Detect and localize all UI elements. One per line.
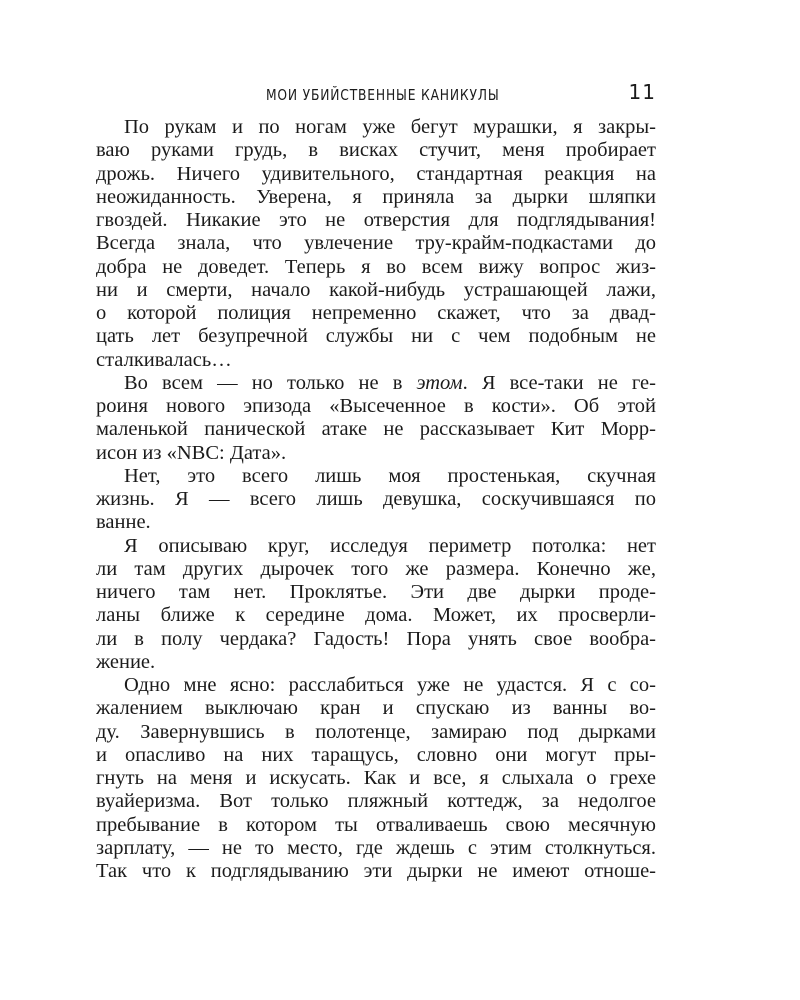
text-run: Во всем — но только не в [124,371,417,394]
text-line: неожиданность. Уверена, я приняла за дырки шляпки [96,185,656,208]
running-header [96,80,656,110]
emphasis-text: этом [416,371,463,394]
text-line: роиня нового эпизода «Высеченное в кости». Об этой [96,395,656,417]
paragraph-3 [96,465,656,535]
text-line: ланы ближе к середине дома. Может, их просверли- [96,604,656,627]
text-line: ванне. [96,511,151,534]
paragraph-4 [96,535,656,675]
text-line: Всегда знала, что увлечение тру-крайм-подкастами до [96,232,656,255]
text-line: жалением выключаю кран и спускаю из ванны во- [96,697,656,720]
text-line: ду. Завернувшись в полотенце, замираю под дырками [96,720,656,743]
paragraph-1 [96,116,656,372]
text-line: маленькой панической атаке не рассказывает Кит Морр- [96,418,656,441]
page-number: 11 [628,80,656,104]
paragraph-2 [96,372,656,465]
text-line: гнуть на меня и искусать. Как и все, я слыхала о грехе [96,767,656,789]
text-line: гвоздей. Никакие это не отверстия для подглядывания! [96,209,656,231]
text-line: цать лет безупречной службы ни с чем подобным не [96,325,656,348]
text-line: ли там других дырочек того же размера. Конечно же, [96,557,656,580]
text-line: и опасливо на них таращусь, словно они могут пры- [96,743,656,766]
text-line: Я описываю круг, исследуя периметр потолка: нет [124,534,656,557]
text-line: о которой полиция непременно скажет, что за двад- [96,302,656,324]
body-text [96,116,656,883]
text-line: исон из «NBC: Дата». [96,441,287,464]
text-line: ничего там нет. Проклятье. Эти две дырки проде- [96,581,656,603]
text-line: жение. [96,650,156,673]
book-title: МОИ УБИЙСТВЕННЫЕ КАНИКУЛЫ [266,86,500,104]
text-line: ли в полу чердака? Гадость! Пора унять свое вообра- [96,627,656,650]
text-line: ни и смерти, начало какой-нибудь устрашающей лажи, [96,278,656,301]
text-line: ваю руками грудь, в висках стучит, меня пробирает [96,139,656,162]
text-run: . Я все-таки не ге- [462,371,656,394]
text-line: Нет, это всего лишь моя простенькая, скучная [124,464,656,487]
text-line: вуайеризма. Вот только пляжный коттедж, за недолгое [96,790,656,813]
text-line: пребывание в котором ты отваливаешь свою месячную [96,813,656,836]
text-line: Одно мне ясно: расслабиться уже не удастся. Я с со- [124,674,656,696]
text-line [96,372,656,395]
text-line: добра не доведет. Теперь я во всем вижу вопрос жиз- [96,255,656,278]
text-line: сталкивалась… [96,348,232,371]
text-line: Так что к подглядыванию эти дырки не имеют отноше- [96,860,656,882]
text-line: По рукам и по ногам уже бегут мурашки, я закры- [124,116,656,138]
paragraph-5 [96,674,656,883]
text-line: дрожь. Ничего удивительного, стандартная реакция на [96,162,656,185]
text-line: жизнь. Я — всего лишь девушка, соскучившаяся по [96,488,656,510]
text-line: зарплату, — не то место, где ждешь с этим столкнуться. [96,836,656,859]
